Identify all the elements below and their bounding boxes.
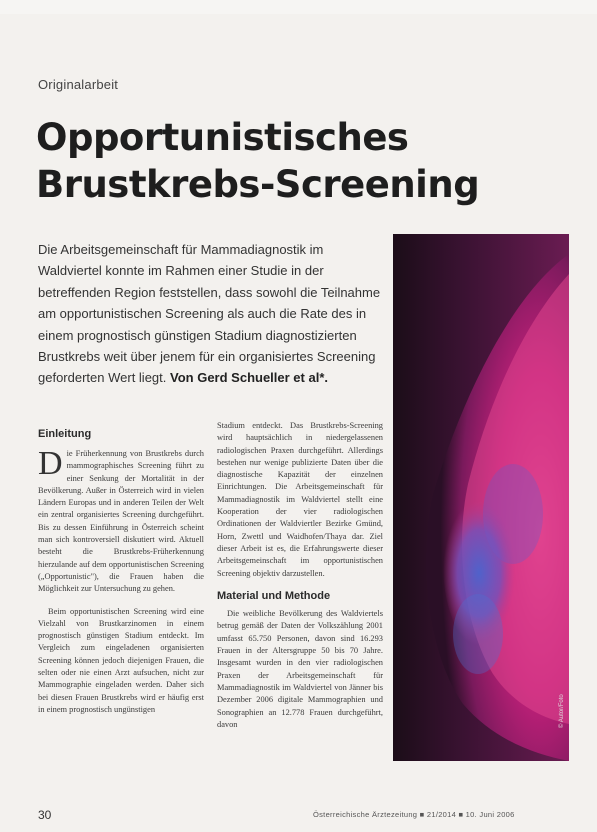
column-left [38, 445, 204, 726]
page-top-strip [0, 0, 597, 14]
image-credit: © Autor/Foto [559, 694, 565, 728]
paragraph-text: ie Früherkennung von Brustkrebs durch mammographisches Screening führt zu einer Senkung der Mortalität in der Bevölkerung. Außer in Österreich wird in vielen Ländern Europas und in anderen Teilen der Welt ein zentral organisiertes Screening durchgeführt. Bis zu dessen Einführung in Österreich scheint man sich kontroversiell diskutiert wird. Aktuell besteht die Brustkrebs-Früherkennung hierzulande auf dem opportunistischen Screening („Opportunistic"), die Frauen haben die Möglichkeit zur Untersuchung zu gehen. [38, 449, 204, 594]
author-line: Von Gerd Schueller et al*. [170, 370, 328, 386]
journal-footer: Österreichische Ärztezeitung ■ 21/2014 ■ 10. Juni 2006 [313, 810, 515, 819]
page-number: 30 [38, 808, 52, 822]
paragraph: Stadium entdeckt. Das Brustkrebs-Screening wird hauptsächlich in niedergelassenen radiologischen Praxen durchgeführt. Allerdings bestehen nur wenige publizierte Daten über die diagnostische Kapazität der einzelnen Einrichtungen. Die Arbeitsgemeinschaft für Mammadiagnostik im Waldviertel stellt eine Kooperation der vier radiologischen Ordinationen der Waldviertler Bezirke Gmünd, Horn, Zwettl und Waidhofen/Thaya dar. Ziel dieser Arbeit ist es, die Erfahrungswerte dieser Arbeitsgemeinschaft im opportunistischen Screening objektiv darzustellen. [217, 421, 383, 578]
lead-text: Die Arbeitsgemeinschaft für Mammadiagnostik im Waldviertel konnte im Rahmen einer Studie in der betreffenden Region feststellen, dass sowohl die Teilnahme am opportunistischen Screening als auch die Rate des in einem prognostisch günstigen Stadium diagnostizierten Brustkrebs weit über jenem für ein organisiertes Screening geforderten Wert liegt. [38, 242, 381, 386]
article-title-line-2: Brustkrebs-Screening [36, 163, 480, 206]
drop-cap: D [38, 445, 63, 482]
section-label: Originalarbeit [38, 77, 119, 92]
article-title-line-1: Opportunistisches [36, 116, 409, 159]
paragraph [38, 445, 204, 596]
heading-material-methode: Material und Methode [217, 589, 331, 602]
heading-einleitung: Einleitung [38, 428, 92, 440]
mammogram-illustration [393, 234, 569, 761]
paragraph: Die weibliche Bevölkerung des Waldviertels betrug gemäß der Daten der Volkszählung 2001 umfasst 65.750 Personen, davon sind 16.293 Frauen in der Altersgruppe 50 bis 70 Jahre. Insgesamt wurden in den vier radiologischen Praxen der Arbeitsgemeinschaft für Mammadiagnostik im Waldviertel von Jänner bis Dezember 2006 digitale Mammographien und Sonographien an 12.778 Frauen durchgeführt, davon [217, 609, 383, 729]
mammogram-image [393, 234, 569, 761]
paragraph: Beim opportunistischen Screening wird eine Vielzahl von Brustkarzinomen in einem prognostisch günstigen Stadium entdeckt. Im Vergleich zum eingeladenen organisierten Screening können jedoch diejenigen Frauen, die selten oder nie einen Arzt aufsuchen, nicht zur Mammographie eingeladen werden. Daher sich bei diesen Frauen Brustkrebs wird er häufig erst in einem prognostisch ungünstigen [38, 606, 204, 714]
column-middle [217, 420, 383, 741]
article-title [36, 114, 479, 208]
lead-paragraph [38, 239, 383, 389]
